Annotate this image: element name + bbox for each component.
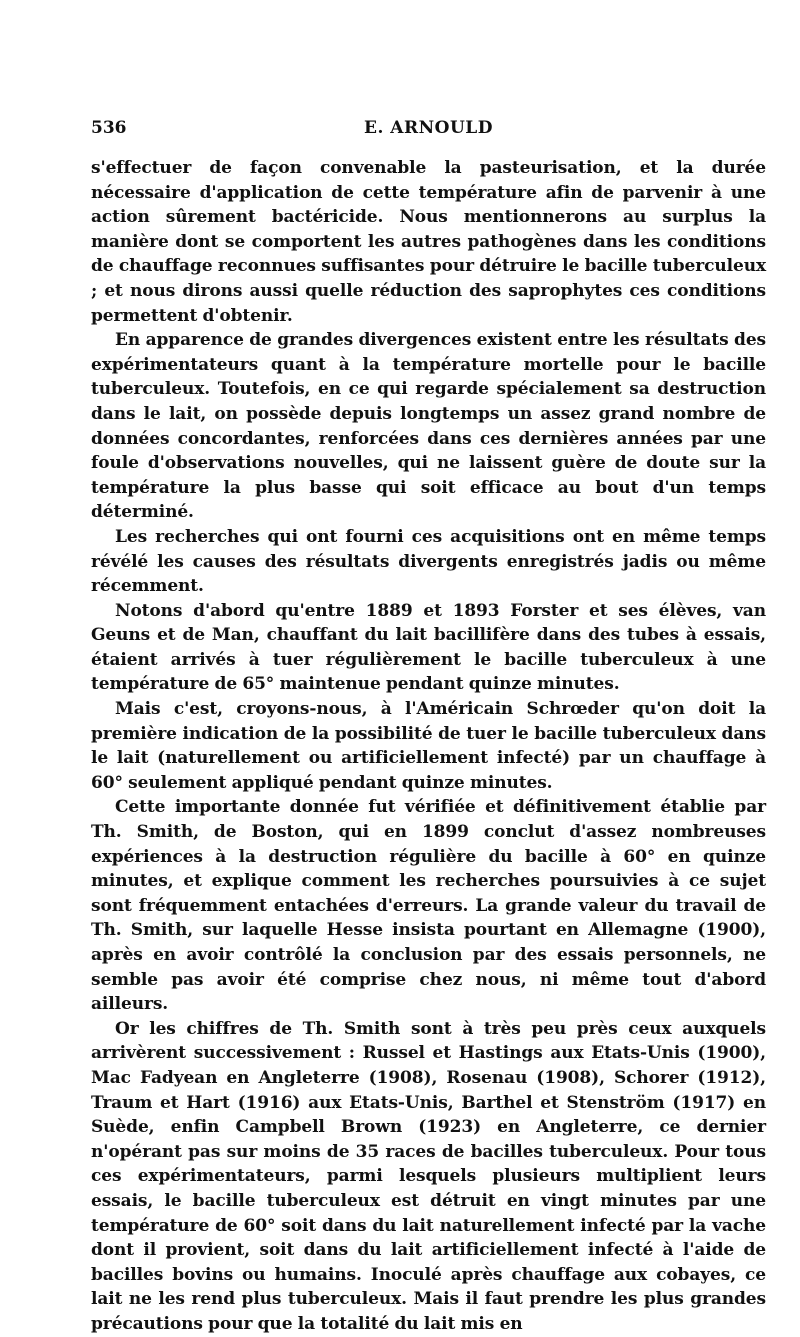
paragraph: Notons d'abord qu'entre 1889 et 1893 Forster et ses élèves, van Geuns et de Man, chauffant du lait bacillifère dans des tubes à essais, étaient arrivés à tuer régulièrement le bacille tuberculeux à une température de 65° maintenue pendant quinze minutes. bbox=[91, 600, 766, 695]
paragraph: Les recherches qui ont fourni ces acquisitions ont en même temps révélé les causes des résultats divergents enregistrés jadis ou même récemment. bbox=[91, 526, 766, 597]
page-number: 536 bbox=[91, 118, 127, 138]
paragraph: s'effectuer de façon convenable la pasteurisation, et la durée nécessaire d'application de cette température afin de parvenir à une action sûrement bactéricide. Nous mentionnerons au surplus la manière dont se comportent les autres pathogènes dans les conditions de chauffage reconnues suffisantes pour détruire le bacille tuberculeux ; et nous dirons aussi quelle réduction des saprophytes ces conditions permettent d'obtenir. bbox=[91, 158, 766, 326]
running-head: E. ARNOULD bbox=[364, 118, 493, 138]
paragraph: Or les chiffres de Th. Smith sont à très peu près ceux auxquels arrivèrent successivement : Russel et Hastings aux Etats-Unis (1900), Mac Fadyean en Angleterre (1908), Rosenau (1908), Schorer (1912), Traum et Hart (1916) aux Etats-Unis, Barthel et Stenström (1917) en Suède, enfin Campbell Brown (1923) en Angleterre, ce dernier n'opérant pas sur moins de 35 races de bacilles tuberculeux. Pour tous ces expérimentateurs, parmi lesquels plusieurs multiplient leurs essais, le bacille tuberculeux est détruit en vingt minutes par une température de 60° soit dans du lait naturellement infecté par la vache dont il provient, soit dans du lait artificiellement infecté à l'aide de bacilles bovins ou humains. Inoculé après chauffage aux cobayes, ce lait ne les rend plus tuberculeux. Mais il faut prendre les plus grandes précautions pour que la totalité du lait mis en bbox=[91, 1018, 766, 1334]
paragraph: Mais c'est, croyons-nous, à l'Américain Schrœder qu'on doit la première indication de la possibilité de tuer le bacille tuberculeux dans le lait (naturellement ou artificiellement infecté) par un chauffage à 60° seulement appliqué pendant quinze minutes. bbox=[91, 699, 766, 793]
book-page bbox=[91, 118, 766, 1337]
paragraph: Cette importante donnée fut vérifiée et définitivement établie par Th. Smith, de Boston, qui en 1899 conclut d'assez nombreuses expériences à la destruction régulière du bacille à 60° en quinze minutes, et explique comment les recherches poursuivies à ce sujet sont fréquemment entachées d'erreurs. La grande valeur du travail de Th. Smith, sur laquelle Hesse insista pourtant en Allemagne (1900), après en avoir contrôlé la conclusion par des essais personnels, ne semble pas avoir été comprise chez nous, ni même tout d'abord ailleurs. bbox=[91, 797, 766, 1015]
paragraph: En apparence de grandes divergences existent entre les résultats des expérimentateurs quant à la température mortelle pour le bacille tuberculeux. Toutefois, en ce qui regarde spécialement sa destruction dans le lait, on possède depuis longtemps un assez grand nombre de données concordantes, renforcées dans ces dernières années par une foule d'observations nouvelles, qui ne laissent guère de doute sur la température la plus basse qui soit efficace au bout d'un temps déterminé. bbox=[91, 330, 766, 523]
page-header bbox=[91, 118, 766, 152]
body-text bbox=[91, 156, 766, 1337]
